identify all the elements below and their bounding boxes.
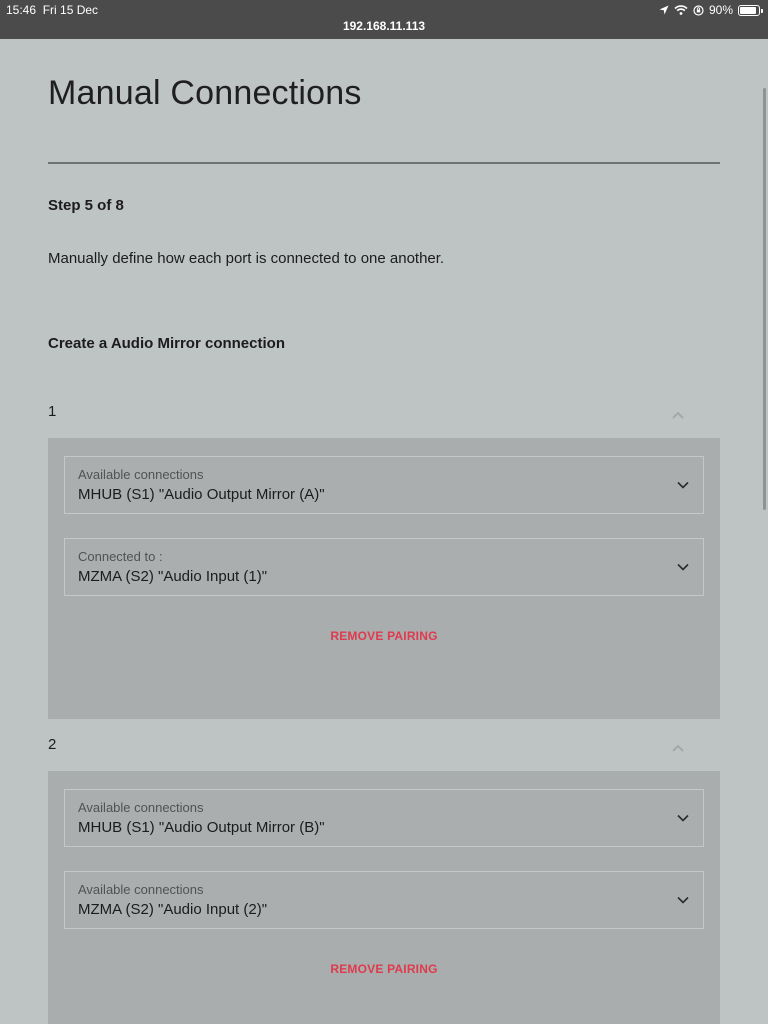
- status-time-date: [6, 3, 98, 17]
- select-value: MZMA (S2) "Audio Input (1)": [78, 568, 268, 585]
- chevron-down-icon: [677, 563, 689, 571]
- remove-pairing-button[interactable]: REMOVE PAIRING: [330, 962, 438, 976]
- page-description: Manually define how each port is connected to one another.: [48, 250, 445, 267]
- status-bar: [0, 0, 768, 39]
- battery-icon: [738, 5, 760, 16]
- divider: [48, 162, 720, 164]
- select-label: Available connections: [78, 882, 204, 897]
- pairing-panel: [48, 438, 720, 719]
- step-indicator: Step 5 of 8: [48, 197, 124, 214]
- status-time: 15:46: [6, 3, 37, 17]
- select-value: MZMA (S2) "Audio Input (2)": [78, 901, 268, 918]
- target-connection-select[interactable]: [64, 538, 704, 596]
- select-label: Connected to :: [78, 549, 163, 564]
- battery-percent: 90%: [708, 3, 733, 17]
- target-connection-select[interactable]: [64, 871, 704, 929]
- select-value: MHUB (S1) "Audio Output Mirror (A)": [78, 486, 325, 503]
- select-label: Available connections: [78, 467, 204, 482]
- pairing-panel: [48, 771, 720, 1024]
- source-connection-select[interactable]: [64, 456, 704, 514]
- chevron-down-icon: [677, 896, 689, 904]
- select-value: MHUB (S1) "Audio Output Mirror (B)": [78, 819, 325, 836]
- orientation-lock-icon: [693, 5, 704, 16]
- status-indicators: [659, 3, 760, 17]
- scrollbar[interactable]: [763, 88, 766, 510]
- page-title: Manual Connections: [48, 74, 362, 112]
- section-title: Create a Audio Mirror connection: [48, 335, 285, 352]
- chevron-down-icon: [677, 814, 689, 822]
- select-label: Available connections: [78, 800, 204, 815]
- pairing-number: 1: [48, 403, 57, 420]
- wifi-icon: [674, 5, 688, 15]
- url-address[interactable]: 192.168.11.113: [342, 19, 426, 33]
- chevron-up-icon[interactable]: [670, 407, 686, 417]
- status-date: Fri 15 Dec: [42, 3, 99, 17]
- location-icon: [659, 5, 669, 15]
- source-connection-select[interactable]: [64, 789, 704, 847]
- chevron-up-icon[interactable]: [670, 740, 686, 750]
- pairing-number: 2: [48, 736, 57, 753]
- chevron-down-icon: [677, 481, 689, 489]
- remove-pairing-button[interactable]: REMOVE PAIRING: [330, 629, 438, 643]
